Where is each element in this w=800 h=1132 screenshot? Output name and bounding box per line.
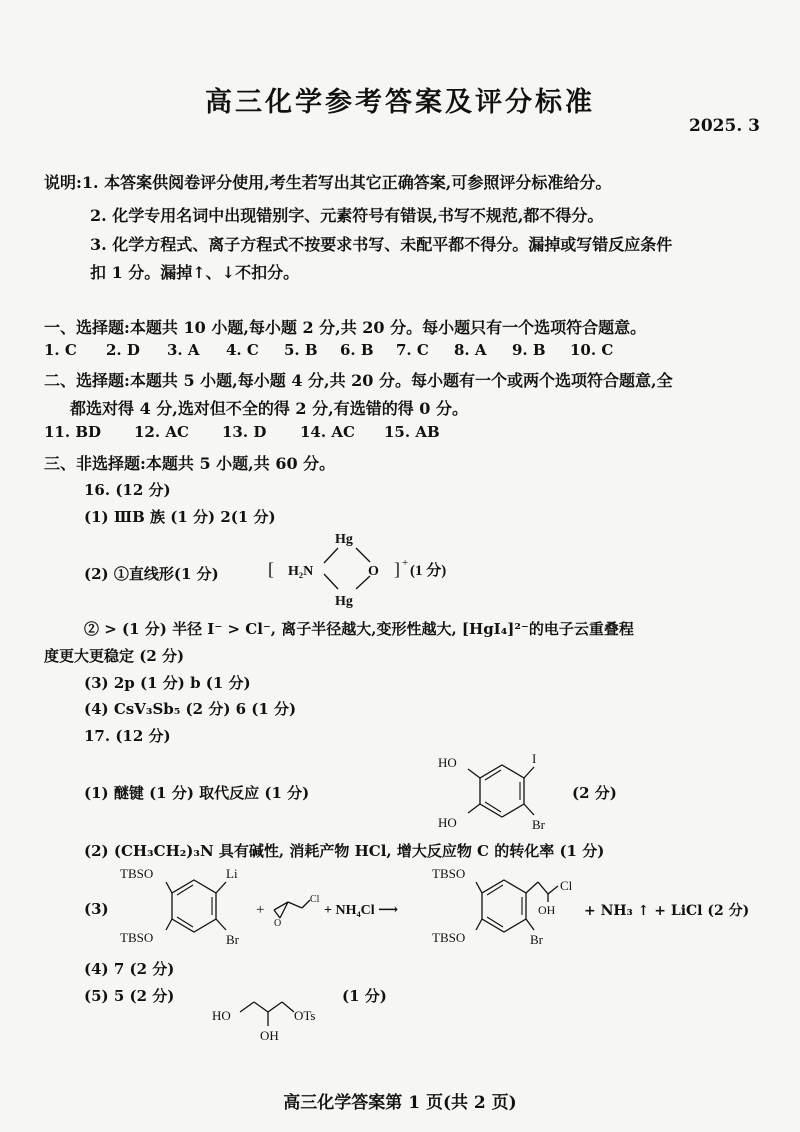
note-line-1: 说明:1. 本答案供阅卷评分使用,考生若写出其它正确答案,可参照评分标准给分。 [44, 173, 612, 192]
benzene-ring [172, 880, 216, 932]
tbso-label: TBSO [432, 866, 466, 881]
bond-line [282, 1002, 294, 1012]
bond-line [487, 885, 503, 895]
tbso-label: TBSO [432, 930, 466, 945]
note-line-3a: 3. 化学方程式、离子方程式不按要求书写、未配平都不得分。漏掉或写错反应条件 [90, 235, 673, 254]
charge-label: + [402, 557, 409, 569]
answer-item: 10. C [570, 341, 614, 359]
nh4cl-reagent: + NH₄Cl ⟶ [324, 903, 399, 918]
bond-line [177, 917, 193, 927]
oxygen-label: O [274, 918, 282, 928]
q17-part3-label: (3) [84, 900, 109, 918]
bond-line [476, 882, 482, 893]
q16-heading: 16. (12 分) [84, 481, 171, 499]
bond-line [240, 1002, 254, 1012]
bond-line [524, 804, 534, 815]
tbso-lithium-reactant-structure [116, 862, 256, 948]
chlorine-label: Cl [310, 894, 320, 905]
q16-part2: (2) ①直线形(1 分) [84, 565, 219, 583]
section1-heading: 一、选择题:本题共 10 小题,每小题 2 分,共 20 分。每小题只有一个选项符合题意。 [44, 318, 647, 337]
lithium-label: Li [226, 866, 238, 881]
chlorine-label: Cl [560, 878, 573, 893]
answer-item: 5. B [284, 341, 318, 359]
page-title: 高三化学参考答案及评分标准 [205, 87, 595, 118]
q17-part4: (4) 7 (2 分) [84, 960, 175, 978]
bond-line [526, 919, 534, 930]
hg-bottom-label: Hg [335, 594, 353, 609]
q17-heading: 17. (12 分) [84, 727, 171, 745]
benzene-ring [482, 880, 526, 932]
note-line-2: 2. 化学专用名词中出现错别字、元素符号有错误,书写不规范,都不得分。 [90, 206, 604, 225]
q16-part4: (4) CsV₃Sb₅ (2 分) 6 (1 分) [84, 700, 297, 718]
hg-top-label: Hg [335, 532, 353, 547]
hg-complex-structure [258, 526, 478, 612]
bond-line [468, 769, 480, 778]
hydroxyl-label: OH [538, 903, 556, 917]
bond-line [288, 902, 302, 908]
bond-line [166, 919, 172, 930]
q16-part1: (1) ⅢB 族 (1 分) 2(1 分) [84, 508, 276, 526]
bracket-right: ] [394, 559, 400, 579]
bond-line [166, 882, 172, 893]
q17-part1: (1) 醚键 (1 分) 取代反应 (1 分) [84, 784, 310, 802]
q17-part1-score: (2 分) [572, 784, 617, 802]
q17-part5: (5) 5 (2 分) [84, 987, 175, 1005]
answer-item: 13. D [222, 423, 267, 441]
q16-part2b-line1: ② > (1 分) 半径 I⁻ > Cl⁻, 离子半径越大,变形性越大, [HgI₄]²⁻的电子云重叠程 [84, 620, 634, 638]
answer-item: 14. AC [300, 423, 355, 441]
plus-sign: + [256, 902, 265, 918]
iodine-label: I [532, 751, 537, 766]
tbso-label: TBSO [120, 930, 154, 945]
bond-line [487, 917, 503, 927]
page-footer: 高三化学答案第 1 页(共 2 页) [283, 1093, 517, 1113]
bromine-label: Br [530, 932, 543, 947]
q16-part2b-line2: 度更大更稳定 (2 分) [44, 647, 185, 665]
bond-line [324, 574, 338, 589]
oh-label: OH [260, 1028, 279, 1043]
ots-label: OTs [294, 1008, 316, 1023]
q17-part5-score: (1 分) [342, 987, 387, 1005]
q17-part3-tail: + NH₃ ↑ + LiCl (2 分) [584, 903, 750, 919]
bond-line [468, 804, 480, 813]
bond-line [485, 770, 501, 780]
q16-part3: (3) 2p (1 分) b (1 分) [84, 674, 251, 692]
q17-part2: (2) (CH₃CH₂)₃N 具有碱性, 消耗产物 HCl, 增大反应物 C 的转化率 (1 分) [84, 842, 605, 860]
answer-item: 1. C [44, 341, 77, 359]
note-line-3b: 扣 1 分。漏掉↑、↓不扣分。 [90, 263, 300, 282]
bond-line [356, 548, 370, 562]
bond-line [177, 885, 193, 895]
bond-line [476, 919, 482, 930]
bond-line [485, 802, 501, 812]
ho-label: HO [212, 1008, 231, 1023]
score-label: (1 分) [410, 563, 447, 579]
bond-line [216, 919, 226, 930]
dihydroxy-iodo-bromo-benzene-structure [432, 745, 572, 835]
bromine-label: Br [226, 932, 239, 947]
bond-line [268, 1002, 282, 1012]
o-label: O [368, 564, 379, 579]
epichlorohydrin-reagent [254, 888, 454, 928]
answer-item: 7. C [396, 341, 429, 359]
answer-item: 4. C [226, 341, 259, 359]
answer-item: 9. B [512, 341, 546, 359]
bond-line [356, 576, 370, 589]
ho-label: HO [438, 755, 457, 770]
answer-item: 6. B [340, 341, 374, 359]
benzene-ring [480, 765, 524, 817]
bond-line [548, 886, 558, 894]
bond-line [254, 1002, 268, 1012]
section3-heading: 三、非选择题:本题共 5 小题,共 60 分。 [44, 454, 336, 473]
section2-heading-b: 都选对得 4 分,选对但不全的得 2 分,有选错的得 0 分。 [70, 399, 468, 418]
bond-line [524, 767, 534, 778]
answer-item: 12. AC [134, 423, 189, 441]
bracket-left: [ [268, 559, 274, 579]
bromine-label: Br [532, 817, 545, 832]
tbso-chlorohydrin-product-structure [432, 862, 602, 948]
h2n-label: H₂N [288, 564, 314, 579]
bond-line [274, 910, 280, 918]
exam-date: 2025. 3 [689, 116, 760, 136]
answer-item: 11. BD [44, 423, 102, 441]
answer-item: 8. A [454, 341, 487, 359]
answer-item: 3. A [167, 341, 200, 359]
tbso-label: TBSO [120, 866, 154, 881]
bond-line [216, 882, 226, 893]
section2-heading-a: 二、选择题:本题共 5 小题,每小题 4 分,共 20 分。每小题有一个或两个选项符合题意,全 [44, 371, 673, 390]
bond-line [526, 882, 538, 893]
bond-line [302, 900, 310, 908]
bond-line [324, 548, 338, 563]
answer-item: 2. D [106, 341, 140, 359]
ho-label: HO [438, 815, 457, 830]
answer-item: 15. AB [384, 423, 440, 441]
bond-line [538, 882, 548, 894]
